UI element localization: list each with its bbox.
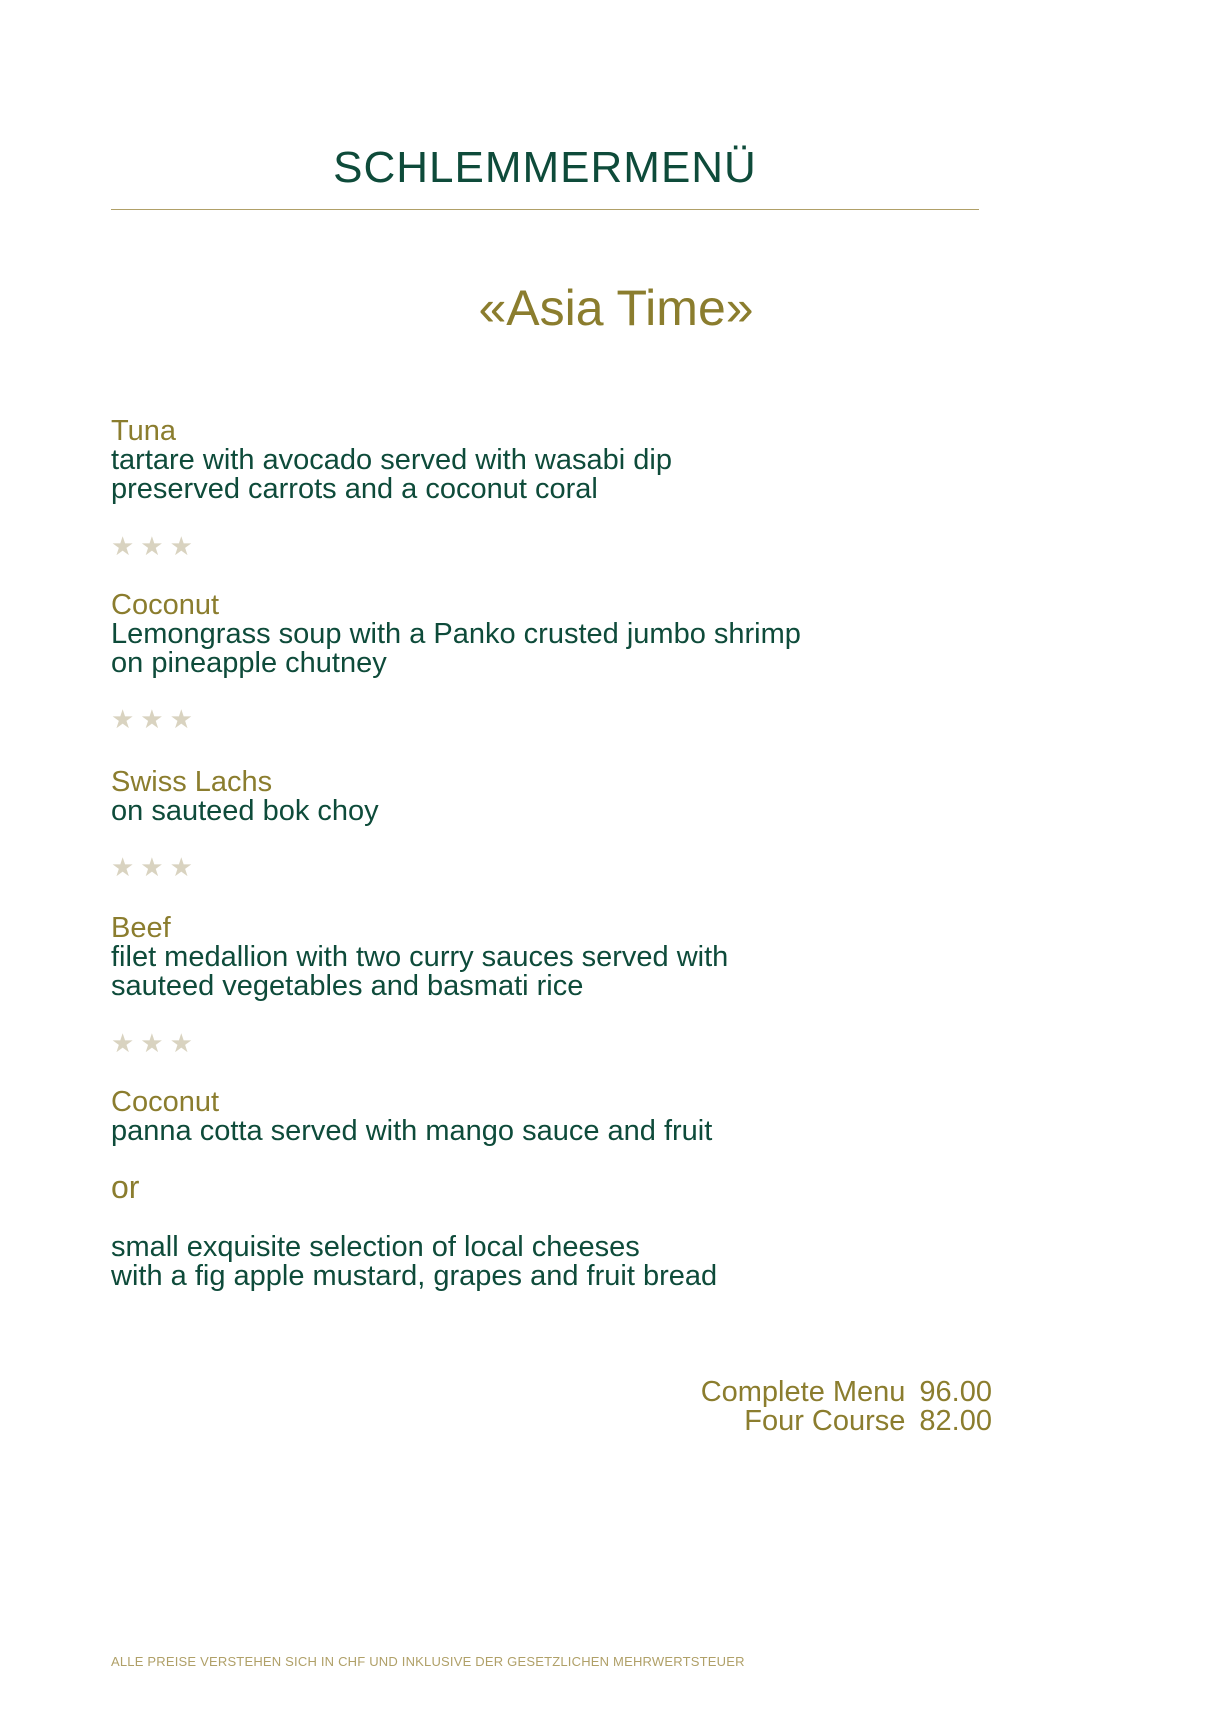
- course-name: Coconut: [111, 589, 220, 621]
- course-description-line: on pineapple chutney: [111, 647, 387, 679]
- course-name: Tuna: [111, 415, 177, 447]
- course-beef: [111, 914, 728, 1001]
- course-description-line: on sauteed bok choy: [111, 795, 379, 827]
- course-description-line: sauteed vegetables and basmati rice: [111, 970, 584, 1002]
- course-cheese-alternative: [111, 1233, 717, 1291]
- course-description-line: preserved carrots and a coconut coral: [111, 473, 598, 505]
- course-swiss-lachs: [111, 768, 379, 826]
- price-list: [701, 1378, 992, 1436]
- price-row-four-course: [701, 1407, 992, 1436]
- course-description-line: Lemongrass soup with a Panko crusted jumbo shrimp: [111, 618, 801, 650]
- course-name: Beef: [111, 912, 171, 944]
- price-label: Complete Menu: [700, 1376, 906, 1408]
- course-coconut-soup: [111, 591, 801, 678]
- price-row-complete: [701, 1378, 992, 1407]
- separator-stars: ★★★: [111, 704, 199, 734]
- price-value: 96.00: [919, 1376, 992, 1408]
- page-title: SCHLEMMERMENÜ: [333, 143, 757, 192]
- separator-stars: ★★★: [111, 852, 199, 882]
- course-name: Coconut: [111, 1086, 220, 1118]
- course-description-line: with a fig apple mustard, grapes and fruit bread: [111, 1260, 718, 1292]
- separator-stars: ★★★: [111, 531, 199, 561]
- course-tuna: [111, 417, 672, 504]
- header-divider: [111, 209, 979, 210]
- alternative-word: or: [111, 1169, 140, 1205]
- course-coconut-dessert: [111, 1088, 712, 1146]
- course-name: Swiss Lachs: [111, 766, 273, 798]
- page-header: [111, 140, 979, 195]
- course-description-line: panna cotta served with mango sauce and fruit: [111, 1115, 713, 1147]
- price-value: 82.00: [919, 1405, 992, 1437]
- menu-title: «Asia Time»: [478, 280, 754, 336]
- course-description-line: filet medallion with two curry sauces served with: [111, 941, 729, 973]
- footer-note: ALLE PREISE VERSTEHEN SICH IN CHF UND INKLUSIVE DER GESETZLICHEN MEHRWERTSTEUER: [111, 1654, 745, 1669]
- course-description-line: small exquisite selection of local cheeses: [111, 1231, 640, 1263]
- separator-stars: ★★★: [111, 1028, 199, 1058]
- course-description-line: tartare with avocado served with wasabi dip: [111, 444, 672, 476]
- price-label: Four Course: [744, 1405, 906, 1437]
